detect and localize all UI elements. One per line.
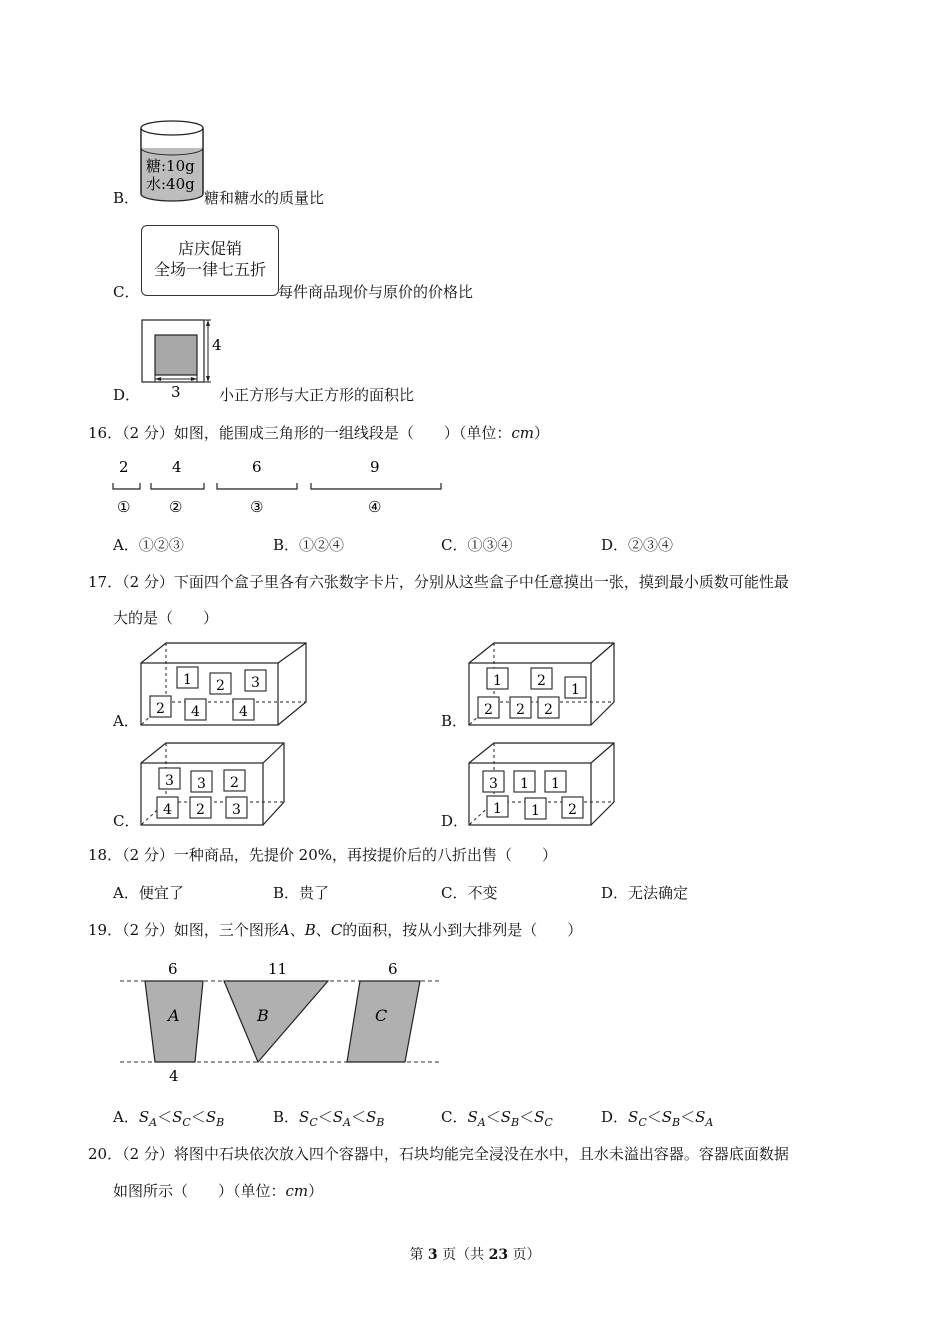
shape-a-label: A — [168, 1006, 180, 1025]
card: 2 — [230, 775, 239, 791]
q20-stem-line1: 20．（2 分）将图中石块依次放入四个容器中，石块均能完全浸没在水中，且水未溢出容器。容器底面数据 — [88, 1145, 789, 1163]
q19-option-b[interactable]: B．$S_C<S_A<S_B$ — [273, 1108, 385, 1129]
q17-stem-line1: 17．（2 分）下面四个盒子里各有六张数字卡片，分别从这些盒子中任意摸出一张，摸到最小质数可能性最 — [88, 573, 789, 591]
segment-3 — [217, 483, 297, 489]
card: 4 — [239, 704, 248, 720]
card: 1 — [493, 801, 502, 817]
segment-4 — [311, 483, 441, 489]
squares-figure — [138, 316, 222, 402]
q15-option-b-text: 糖和糖水的质量比 — [204, 189, 325, 207]
card: 3 — [251, 675, 260, 691]
q16-option-c[interactable]: C．①③④ — [441, 536, 513, 554]
q17-box-c[interactable] — [135, 740, 315, 830]
q15-option-d-text: 小正方形与大正方形的面积比 — [219, 386, 415, 404]
segment-2-length: 4 — [172, 458, 182, 476]
segment-3-length: 6 — [252, 458, 262, 476]
shape-a-bottom-label: 4 — [169, 1067, 179, 1085]
q19-option-a[interactable]: A．$S_A<S_C<S_B$ — [113, 1108, 225, 1129]
beaker-water-label: 水:40g — [146, 175, 195, 193]
segment-2-number: ② — [169, 498, 183, 516]
q15-option-d-letter: D． — [113, 386, 141, 404]
card: 2 — [516, 702, 525, 718]
card: 2 — [544, 702, 553, 718]
segment-1-length: 2 — [119, 458, 129, 476]
q17-option-b-letter[interactable]: B． — [441, 712, 468, 730]
segment-1-number: ① — [117, 498, 131, 516]
q15-option-c-letter: C． — [113, 283, 140, 301]
shape-c-top-label: 6 — [388, 960, 398, 978]
q17-stem-line2: 大的是（ ） — [113, 609, 219, 627]
q19-stem: 19．（2 分）如图，三个图形A、B、C的面积，按从小到大排列是（ ） — [88, 921, 583, 939]
small-square-length-label: 3 — [171, 383, 181, 401]
promotion-sign-line1: 店庆促销 — [177, 239, 242, 258]
segment-2 — [151, 483, 204, 489]
q16-stem: 16．（2 分）如图，能围成三角形的一组线段是（ ）（单位：cm） — [88, 424, 550, 442]
segment-3-number: ③ — [250, 498, 264, 516]
q17-box-b[interactable] — [463, 640, 643, 730]
card: 1 — [571, 682, 580, 698]
shape-c-label: C — [375, 1006, 388, 1025]
q16-option-d[interactable]: D．②③④ — [601, 536, 674, 554]
q17-box-a[interactable] — [135, 640, 315, 730]
q17-option-d-letter[interactable]: D． — [441, 812, 469, 830]
q18-stem: 18．（2 分）一种商品，先提价 20%，再按提价后的八折出售（ ） — [88, 846, 558, 864]
shape-b-top-label: 11 — [268, 960, 288, 978]
q16-option-b[interactable]: B．①②④ — [273, 536, 345, 554]
card: 1 — [183, 672, 192, 688]
q15-option-b-letter: B． — [113, 189, 140, 207]
shape-b-triangle — [224, 981, 328, 1062]
q18-option-b[interactable]: B．贵了 — [273, 884, 330, 902]
card: 2 — [216, 678, 225, 694]
card: 2 — [196, 802, 205, 818]
card: 2 — [484, 702, 493, 718]
shape-a-top-label: 6 — [168, 960, 178, 978]
card: 2 — [156, 701, 165, 717]
card: 4 — [163, 802, 172, 818]
q19-option-d[interactable]: D．$S_C<S_B<S_A$ — [601, 1108, 714, 1129]
q18-option-a[interactable]: A．便宜了 — [113, 884, 184, 902]
q17-box-d[interactable] — [463, 740, 643, 830]
side-length-label: 4 — [212, 336, 222, 354]
q18-option-d[interactable]: D．无法确定 — [601, 884, 689, 902]
sugar-water-beaker-figure — [138, 118, 206, 204]
q19-shapes-figure — [112, 955, 444, 1085]
segment-4-number: ④ — [368, 498, 382, 516]
shape-b-label: B — [257, 1006, 269, 1025]
q18-option-c[interactable]: C．不变 — [441, 884, 498, 902]
beaker-sugar-label: 糖:10g — [146, 157, 195, 175]
segment-4-length: 9 — [370, 458, 380, 476]
card: 3 — [489, 776, 498, 792]
card: 1 — [520, 776, 529, 792]
segment-1 — [113, 483, 140, 489]
card: 1 — [493, 673, 502, 689]
q17-option-c-letter[interactable]: C． — [113, 812, 140, 830]
card: 3 — [165, 773, 174, 789]
card: 4 — [191, 704, 200, 720]
q17-option-a-letter[interactable]: A． — [113, 712, 139, 730]
card: 2 — [537, 673, 546, 689]
q16-segments-figure — [105, 452, 450, 518]
q15-option-c-text: 每件商品现价与原价的价格比 — [278, 283, 474, 301]
card: 1 — [531, 803, 540, 819]
q20-stem-line2: 如图所示（ ）（单位：cm） — [113, 1182, 324, 1200]
q19-option-c[interactable]: C．$S_A<S_B<S_C$ — [441, 1108, 553, 1129]
card: 1 — [551, 776, 560, 792]
card: 3 — [232, 802, 241, 818]
card: 3 — [197, 776, 206, 792]
promotion-sign-figure — [141, 225, 279, 296]
page-footer: 第 3 页（共 23 页） — [409, 1247, 541, 1263]
promotion-sign-line2: 全场一律七五折 — [153, 260, 266, 279]
q16-option-a[interactable]: A．①②③ — [113, 536, 184, 554]
card: 2 — [568, 802, 577, 818]
